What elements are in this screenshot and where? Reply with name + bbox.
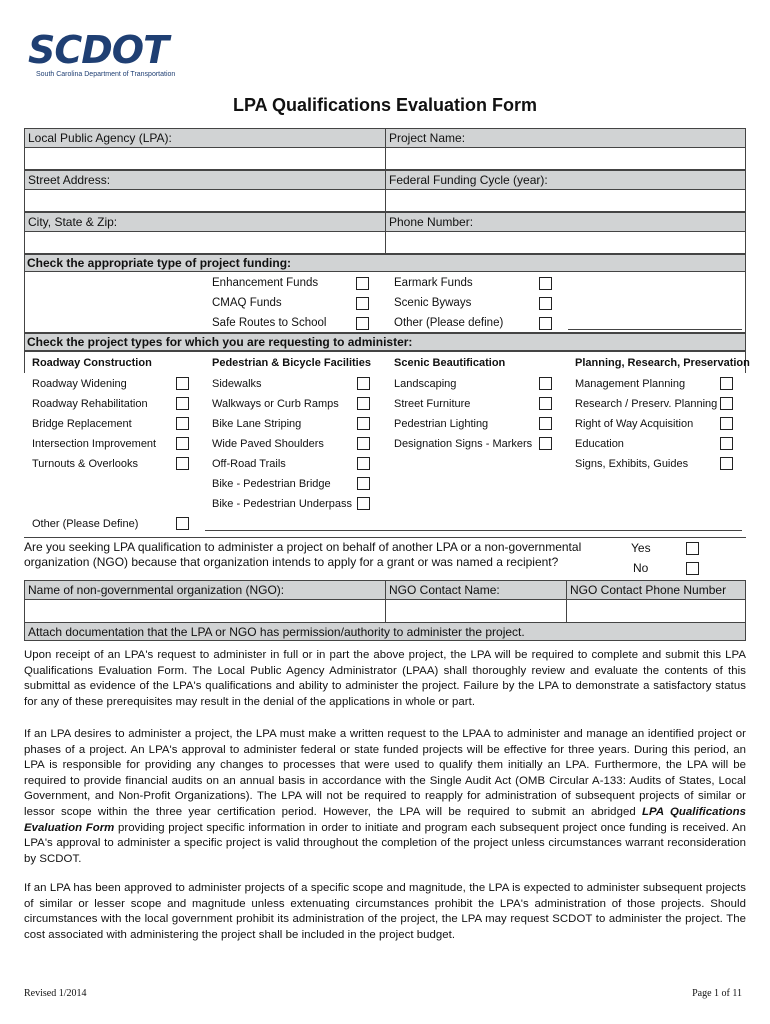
other-funding-checkbox[interactable] — [539, 317, 552, 330]
safe-routes-label: Safe Routes to School — [212, 317, 327, 329]
ngo-yes-checkbox[interactable] — [686, 542, 699, 555]
lpa-field[interactable] — [24, 147, 386, 170]
enhancement-funds-checkbox[interactable] — [356, 277, 369, 290]
street-address-label: Street Address: — [24, 170, 386, 190]
safe-routes-checkbox[interactable] — [356, 317, 369, 330]
col-header-roadway: Roadway Construction — [32, 357, 152, 369]
intersection-improvement-label: Intersection Improvement — [32, 438, 157, 450]
ngo-name-field[interactable] — [24, 599, 386, 623]
education-checkbox[interactable] — [720, 437, 733, 450]
col-header-scenic: Scenic Beautification — [394, 357, 506, 369]
other-type-label: Other (Please Define) — [32, 518, 139, 530]
logo-subtitle: South Carolina Department of Transportation — [36, 71, 176, 78]
paragraph-2-emphasis: LPA Qualifications Evaluation Form — [24, 805, 746, 834]
col-header-planning: Planning, Research, Preservation — [575, 357, 750, 369]
ngo-phone-label: NGO Contact Phone Number — [566, 580, 746, 600]
pedestrian-lighting-checkbox[interactable] — [539, 417, 552, 430]
roadway-rehabilitation-label: Roadway Rehabilitation — [32, 398, 148, 410]
scenic-byways-checkbox[interactable] — [539, 297, 552, 310]
funding-heading: Check the appropriate type of project funding: — [24, 254, 746, 272]
roadway-rehabilitation-checkbox[interactable] — [176, 397, 189, 410]
bike-lane-striping-checkbox[interactable] — [357, 417, 370, 430]
scdot-logo — [28, 30, 178, 82]
bridge-replacement-label: Bridge Replacement — [32, 418, 132, 430]
phone-number-field[interactable] — [385, 231, 746, 254]
funding-box — [24, 271, 746, 333]
walkways-curb-ramps-checkbox[interactable] — [357, 397, 370, 410]
section-divider — [24, 537, 746, 538]
bike-ped-bridge-label: Bike - Pedestrian Bridge — [212, 478, 331, 490]
funding-cycle-label: Federal Funding Cycle (year): — [385, 170, 746, 190]
project-types-heading: Check the project types for which you are requesting to administer: — [24, 333, 746, 351]
project-name-field[interactable] — [385, 147, 746, 170]
ngo-phone-field[interactable] — [566, 599, 746, 623]
education-label: Education — [575, 438, 624, 450]
research-preserv-checkbox[interactable] — [720, 397, 733, 410]
city-state-zip-field[interactable] — [24, 231, 386, 254]
right-of-way-checkbox[interactable] — [720, 417, 733, 430]
sidewalks-checkbox[interactable] — [357, 377, 370, 390]
paragraph-2 — [24, 727, 746, 867]
bike-ped-underpass-label: Bike - Pedestrian Underpass — [212, 498, 353, 510]
street-address-field[interactable] — [24, 189, 386, 212]
bridge-replacement-checkbox[interactable] — [176, 417, 189, 430]
bike-ped-underpass-checkbox[interactable] — [357, 497, 370, 510]
other-type-checkbox[interactable] — [176, 517, 189, 530]
off-road-trails-label: Off-Road Trails — [212, 458, 286, 470]
landscaping-label: Landscaping — [394, 378, 457, 390]
revised-date: Revised 1/2014 — [24, 988, 87, 999]
ngo-no-checkbox[interactable] — [686, 562, 699, 575]
project-name-label: Project Name: — [385, 128, 746, 148]
cmaq-funds-checkbox[interactable] — [356, 297, 369, 310]
ngo-contact-field[interactable] — [385, 599, 567, 623]
signs-exhibits-checkbox[interactable] — [720, 457, 733, 470]
ngo-yes-label: Yes — [631, 541, 651, 555]
management-planning-checkbox[interactable] — [720, 377, 733, 390]
lpa-label: Local Public Agency (LPA): — [24, 128, 386, 148]
sidewalks-label: Sidewalks — [212, 378, 262, 390]
enhancement-funds-label: Enhancement Funds — [212, 277, 319, 289]
paragraph-1: Upon receipt of an LPA's request to administer in full or in part the above project, the LPA will be required to complete and submit this LPA Qualifications Evaluation Form. The Local Public Agency Administrator (LPAA) shall thoroughly review and evaluate the contents of this submittal as evidence of the LPA's qualifications and ability to administer the project. Failure by the LPA to demonstrate a satisfactory status for any of these prerequisites may result in the denial of the applications in whole or part. — [24, 649, 746, 708]
scenic-byways-label: Scenic Byways — [394, 297, 472, 309]
ngo-contact-label: NGO Contact Name: — [385, 580, 567, 600]
wide-paved-shoulders-checkbox[interactable] — [357, 437, 370, 450]
form-title: LPA Qualifications Evaluation Form — [232, 95, 538, 115]
roadway-widening-label: Roadway Widening — [32, 378, 127, 390]
designation-signs-label: Designation Signs - Markers — [394, 438, 533, 450]
wide-paved-shoulders-label: Wide Paved Shoulders — [212, 438, 324, 450]
off-road-trails-checkbox[interactable] — [357, 457, 370, 470]
paragraph-3: If an LPA has been approved to administer projects of a specific scope and magnitude, the LPA is expected to administer subsequent projects of similar or lesser scope and magnitude unless extenuating circumstances prohibit the LPA's administration of those projects. Should circumstances with the local government prohibit its administration of the project, the LPA may request SCDOT to administer the project. The cost associated with administering the project shall be included in the project budget. — [24, 882, 746, 941]
signs-exhibits-label: Signs, Exhibits, Guides — [575, 458, 689, 470]
cmaq-funds-label: CMAQ Funds — [212, 297, 282, 309]
pedestrian-lighting-label: Pedestrian Lighting — [394, 418, 489, 430]
landscaping-checkbox[interactable] — [539, 377, 552, 390]
research-preserv-label: Research / Preserv. Planning — [575, 398, 718, 410]
turnouts-overlooks-checkbox[interactable] — [176, 457, 189, 470]
ngo-name-label: Name of non-governmental organization (NGO): — [24, 580, 386, 600]
page-number: Page 1 of 11 — [692, 988, 742, 999]
ngo-no-label: No — [633, 561, 649, 575]
other-type-line[interactable] — [205, 530, 742, 531]
turnouts-overlooks-label: Turnouts & Overlooks — [32, 458, 138, 470]
paragraph-2-part-a: If an LPA desires to administer a project, the LPA must make a written request to the LPAA to administer and manage an identified project or phases of a project. An LPA's approval to administer federal or state funded projects will be effective for three years. During this period, an LPA is responsible for providing any changes to processes that were used to qualify them initially an LPA. Furthermore, the LPA will be required to provide financial audits on an annual basis in accordance with the Single Audit Act (OMB Circular A-133: Audits of States, Local Government, and Non-Profit Organizations). The LPA will not be required to reapply for administration of subsequent projects of similar or lessor scope within the three year certification period. However, the LPA will be required to submit an abridged — [24, 728, 746, 818]
street-furniture-label: Street Furniture — [394, 398, 471, 410]
bike-ped-bridge-checkbox[interactable] — [357, 477, 370, 490]
other-funding-line[interactable] — [568, 329, 742, 330]
bike-lane-striping-label: Bike Lane Striping — [212, 418, 302, 430]
intersection-improvement-checkbox[interactable] — [176, 437, 189, 450]
ngo-question: Are you seeking LPA qualification to administer a project on behalf of another LPA or a non-governmental organization (NGO) because that organization intends to apply for a grant or was named a recipient? — [24, 540, 582, 569]
earmark-funds-checkbox[interactable] — [539, 277, 552, 290]
logo-wordmark: SCDOT — [28, 28, 169, 72]
funding-cycle-field[interactable] — [385, 189, 746, 212]
right-of-way-label: Right of Way Acquisition — [575, 418, 694, 430]
city-state-zip-label: City, State & Zip: — [24, 212, 386, 232]
walkways-curb-ramps-label: Walkways or Curb Ramps — [212, 398, 339, 410]
paragraph-2-part-b: providing project specific information in order to initiate and program each subsequent project once funding is received. An LPA's approval to administer a specific project is valid throughout the completion of the project unless circumstances warrant reconsideration by SCDOT. — [24, 821, 746, 865]
attach-note: Attach documentation that the LPA or NGO has permission/authority to administer the project. — [24, 622, 746, 641]
street-furniture-checkbox[interactable] — [539, 397, 552, 410]
roadway-widening-checkbox[interactable] — [176, 377, 189, 390]
col-header-ped-bike: Pedestrian & Bicycle Facilities — [212, 357, 371, 369]
management-planning-label: Management Planning — [575, 378, 686, 390]
other-funding-label: Other (Please define) — [394, 317, 504, 329]
designation-signs-checkbox[interactable] — [539, 437, 552, 450]
earmark-funds-label: Earmark Funds — [394, 277, 473, 289]
phone-number-label: Phone Number: — [385, 212, 746, 232]
